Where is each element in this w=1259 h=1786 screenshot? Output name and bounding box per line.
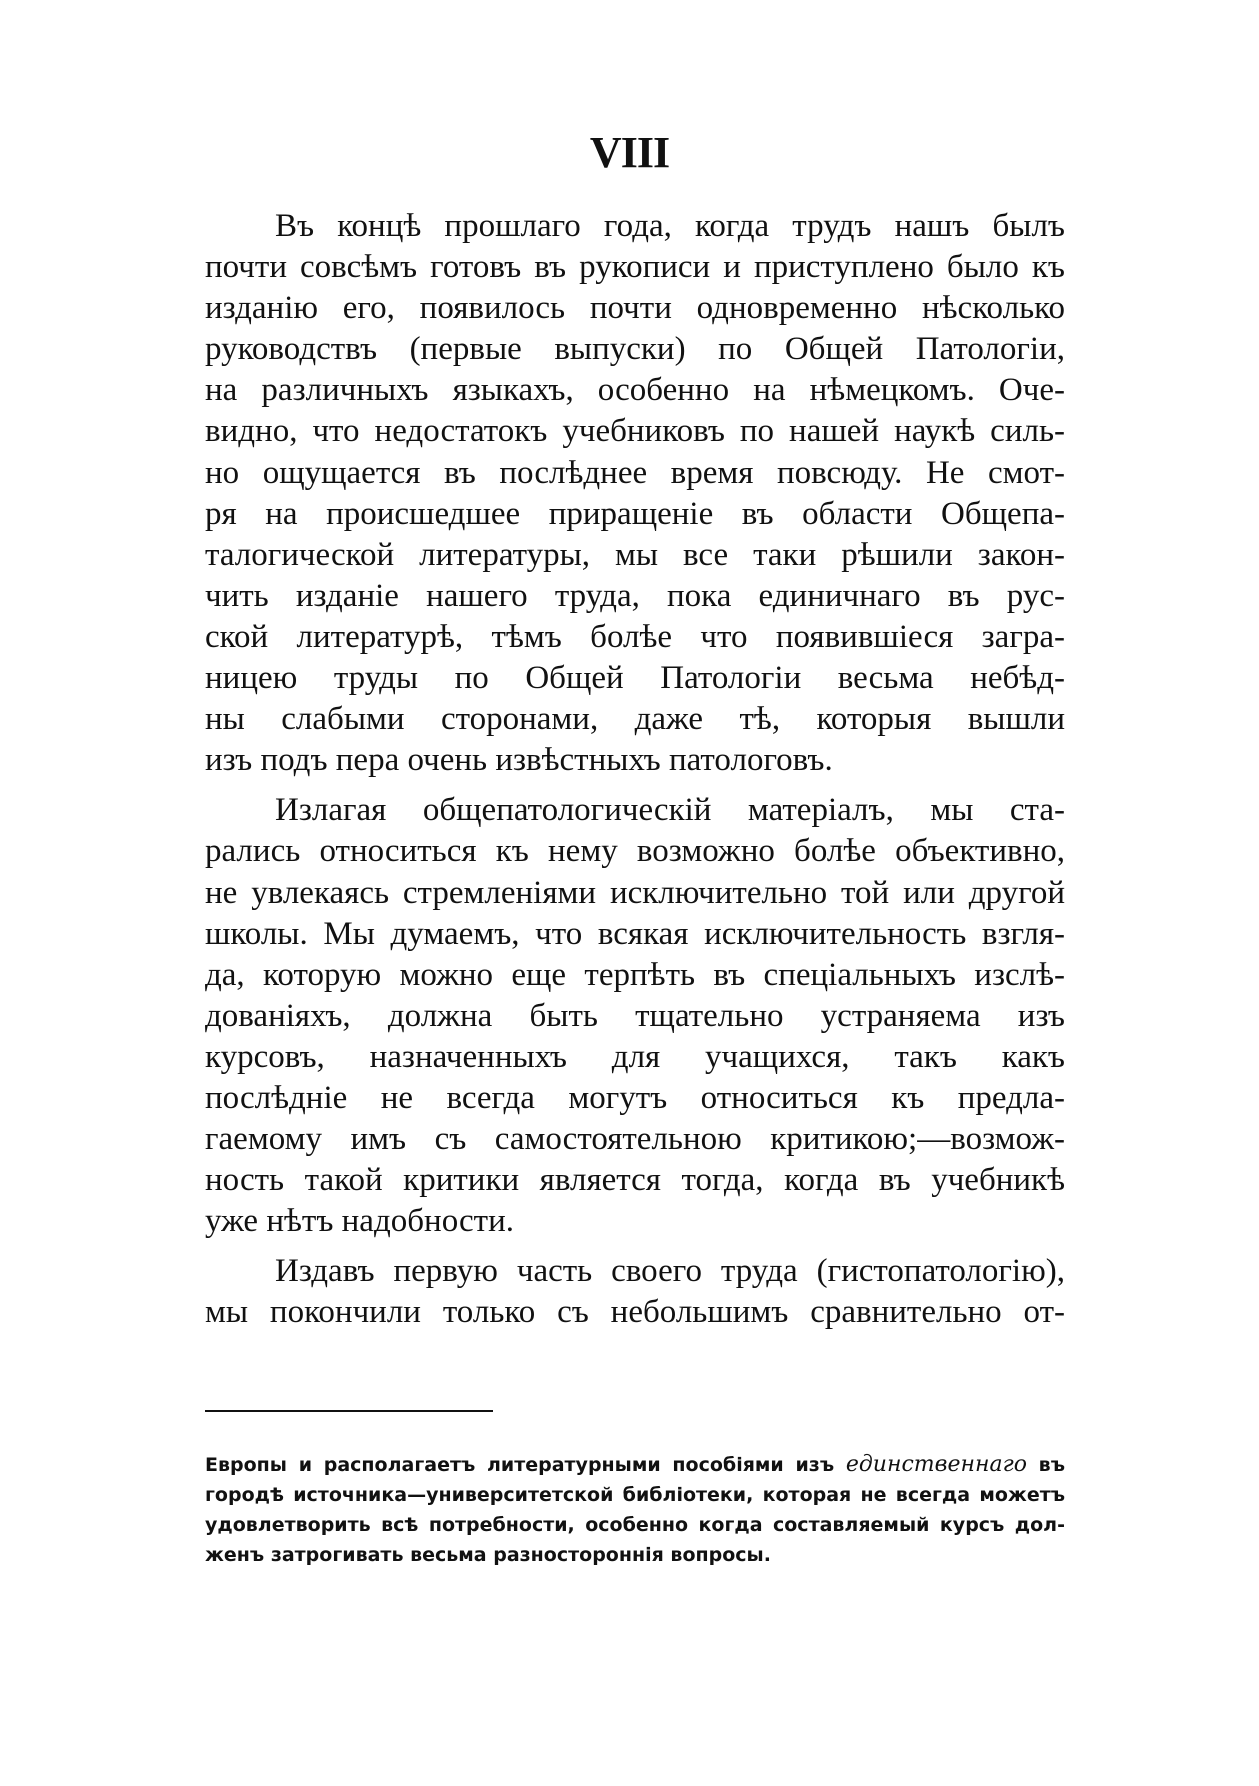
paragraph-3	[205, 1251, 1065, 1333]
paragraph-2	[205, 790, 1065, 1242]
text-line: видно, что недостатокъ учебниковъ по нашей наукѣ силь-	[205, 413, 1065, 450]
text-line: ницею труды по Общей Патологіи весьма небѣд-	[205, 660, 1065, 697]
footnote	[205, 1450, 1065, 1570]
footnote-line: городѣ источника—университетской библіотеки, которая не всегда можетъ	[205, 1484, 1065, 1506]
footnote-text: Европы и располагаетъ литературными пособіями изъ	[205, 1454, 835, 1476]
text-line: ны слабыми сторонами, даже тѣ, которыя вышли	[205, 701, 1065, 738]
page-number: VIII	[589, 128, 670, 177]
text-line: Въ концѣ прошлаго года, когда трудъ нашъ былъ	[275, 208, 1065, 244]
text-line: изданію его, появилось почти одновременно нѣсколько	[205, 290, 1065, 327]
text-line: талогической литературы, мы все таки рѣшили закон-	[205, 536, 1065, 573]
text-line: не увлекаясь стремленіями исключительно той или другой	[205, 874, 1065, 911]
text-line: курсовъ, назначенныхъ для учащихся, такъ какъ	[205, 1038, 1065, 1075]
text-line: Издавъ первую часть своего труда (гистопатологію),	[275, 1253, 1065, 1290]
text-line: уже нѣтъ надобности.	[205, 1203, 514, 1240]
text-line: но ощущается въ послѣднее время повсюду. Не смот-	[205, 454, 1065, 491]
text-line: рались относиться къ нему возможно болѣе объективно,	[205, 833, 1065, 870]
text-line: ря на происшедшее приращеніе въ области Общепа-	[205, 495, 1065, 532]
footnote-italic-text: единственнаго	[845, 1452, 1027, 1477]
text-line: на различныхъ языкахъ, особенно на нѣмецкомъ. Оче-	[205, 372, 1065, 409]
footnote-text: въ	[1038, 1454, 1065, 1476]
text-line: чить изданіе нашего труда, пока единичнаго въ рус-	[205, 577, 1065, 614]
footnote-line: женъ затрогивать весьма разностороннія вопросы.	[205, 1544, 771, 1566]
footnote-line	[205, 1450, 1065, 1480]
footnote-divider	[205, 1410, 493, 1412]
text-line: Излагая общепатологическій матеріалъ, мы ста-	[275, 792, 1065, 829]
main-text	[205, 206, 1065, 1334]
text-line: да, которую можно еще терпѣть въ спеціальныхъ изслѣ-	[205, 956, 1065, 993]
text-line: изъ подъ пера очень извѣстныхъ патологовъ.	[205, 742, 833, 779]
text-line: школы. Мы думаемъ, что всякая исключительность взгля-	[205, 915, 1065, 952]
text-line: дованіяхъ, должна быть тщательно устраняема изъ	[205, 997, 1065, 1034]
paragraph-1	[205, 206, 1065, 781]
text-line: ской литературѣ, тѣмъ болѣе что появившіеся загра-	[205, 618, 1065, 655]
text-line: послѣдніе не всегда могутъ относиться къ предла-	[205, 1079, 1065, 1116]
text-line: руководствъ (первые выпуски) по Общей Патологіи,	[205, 331, 1065, 368]
text-line: гаемому имъ съ самостоятельною критикою;—возмож-	[205, 1121, 1065, 1158]
text-line: почти совсѣмъ готовъ въ рукописи и приступлено было къ	[205, 249, 1065, 286]
text-line: мы покончили только съ небольшимъ сравнительно от-	[205, 1294, 1065, 1331]
text-line: ность такой критики является тогда, когда въ учебникѣ	[205, 1162, 1065, 1199]
footnote-line: удовлетворить всѣ потребности, особенно когда составляемый курсъ дол-	[205, 1514, 1065, 1536]
